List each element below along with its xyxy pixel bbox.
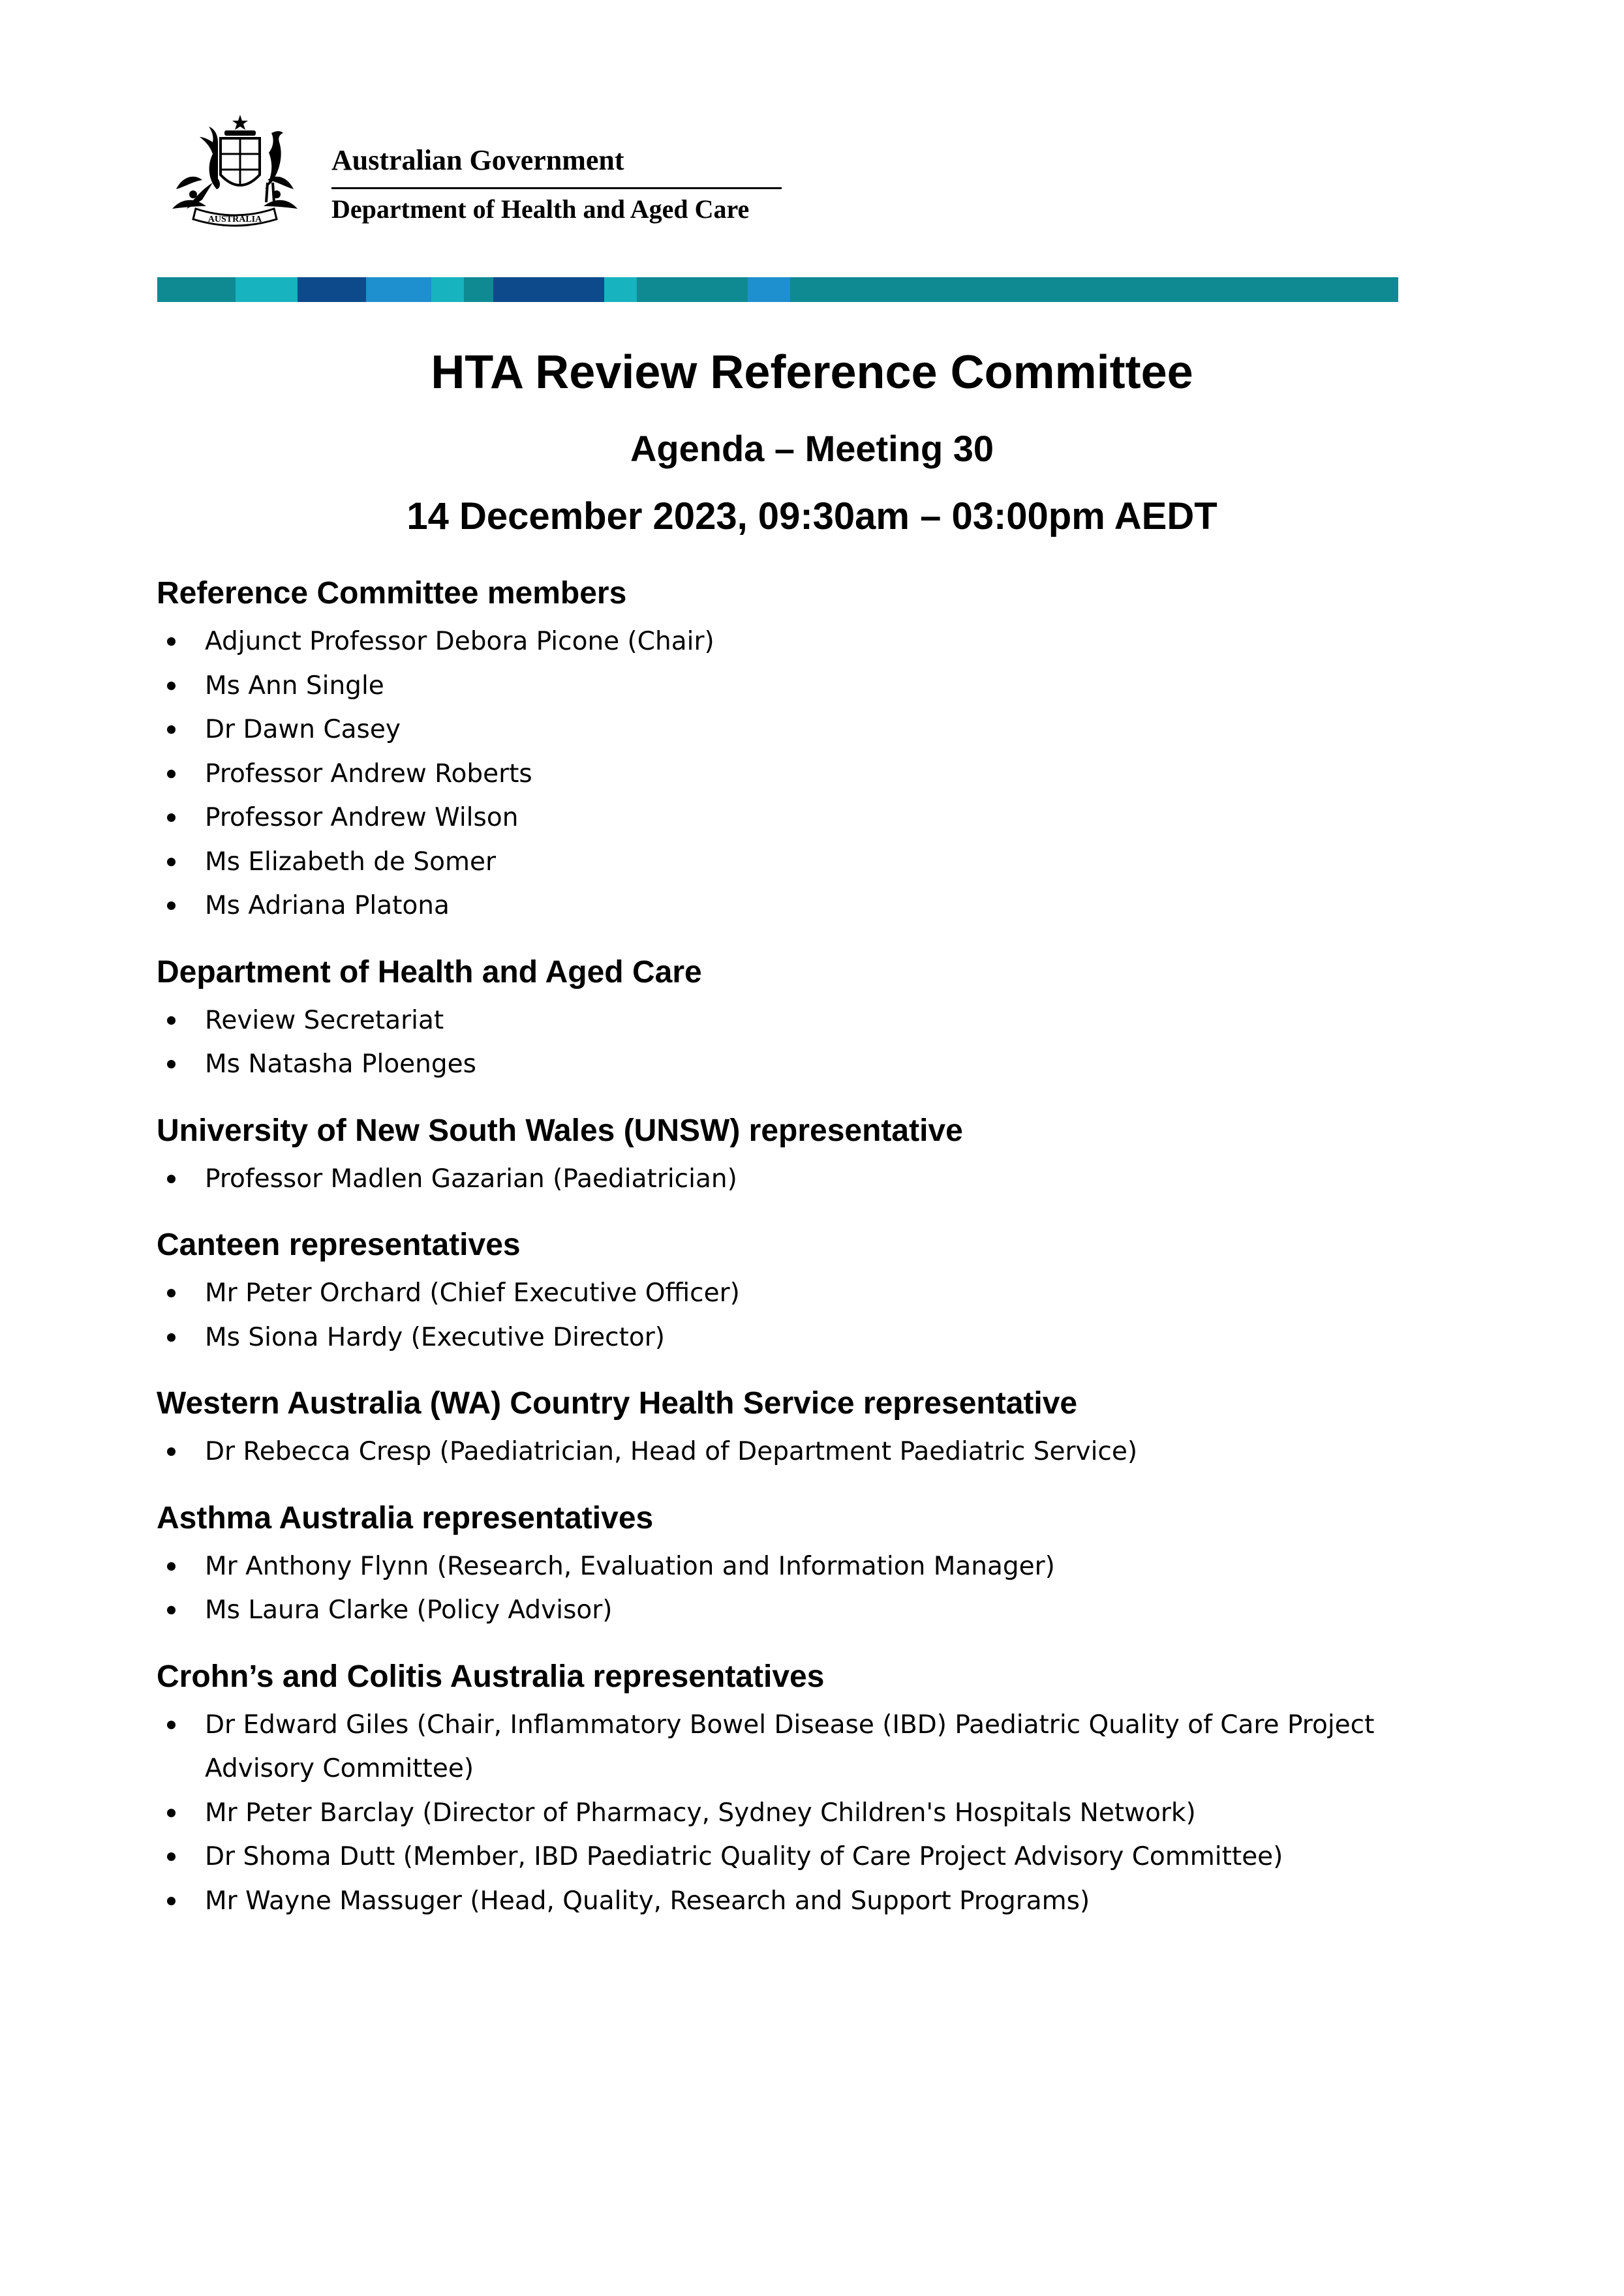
attendee-name: Ms Natasha Ploenges bbox=[205, 1050, 476, 1079]
list-item bbox=[157, 1157, 1462, 1201]
list-item bbox=[157, 999, 1462, 1043]
bullet-icon bbox=[167, 1333, 176, 1342]
list-item bbox=[157, 620, 1462, 664]
list-item bbox=[157, 1791, 1462, 1835]
bullet-icon bbox=[167, 1016, 176, 1025]
attendee-name: Mr Peter Orchard (Chief Executive Officer) bbox=[205, 1278, 740, 1308]
attendee-name: Mr Anthony Flynn (Research, Evaluation and Information Manager) bbox=[205, 1551, 1055, 1581]
attendee-section bbox=[157, 1657, 1462, 1924]
section-heading: University of New South Wales (UNSW) representative bbox=[157, 1113, 963, 1148]
attendee-name: Review Secretariat bbox=[205, 1005, 444, 1035]
attendee-section bbox=[157, 953, 1462, 1087]
attendee-section bbox=[157, 574, 1462, 928]
logo-divider bbox=[331, 187, 782, 189]
bullet-icon bbox=[167, 725, 176, 734]
attendee-name: Adjunct Professor Debora Picone (Chair) bbox=[205, 627, 714, 656]
bullet-icon bbox=[167, 1606, 176, 1614]
list-item bbox=[157, 1879, 1462, 1924]
bullet-icon bbox=[167, 682, 176, 690]
band-segment bbox=[748, 277, 790, 302]
bullet-icon bbox=[167, 901, 176, 910]
section-heading: Reference Committee members bbox=[157, 576, 627, 611]
band-segment bbox=[236, 277, 298, 302]
list-item bbox=[157, 664, 1462, 708]
band-segment bbox=[366, 277, 431, 302]
section-heading: Western Australia (WA) Country Health Service representative bbox=[157, 1386, 1078, 1421]
attendee-list bbox=[157, 1430, 1462, 1474]
attendee-section bbox=[157, 1111, 1462, 1201]
list-item bbox=[157, 796, 1462, 840]
bullet-icon bbox=[167, 1060, 176, 1068]
band-segment bbox=[464, 277, 493, 302]
section-heading: Asthma Australia representatives bbox=[157, 1500, 654, 1535]
section-heading: Crohn’s and Colitis Australia representatives bbox=[157, 1659, 825, 1694]
attendee-name: Ms Laura Clarke (Policy Advisor) bbox=[205, 1595, 613, 1625]
attendee-list bbox=[157, 1157, 1462, 1201]
attendee-name: Dr Rebecca Cresp (Paediatrician, Head of Department Paediatric Service) bbox=[205, 1437, 1138, 1466]
page-title: HTA Review Reference Committee bbox=[431, 346, 1193, 399]
attendee-name: Mr Peter Barclay (Director of Pharmacy, Sydney Children's Hospitals Network) bbox=[205, 1798, 1196, 1828]
attendee-list bbox=[157, 1271, 1462, 1359]
band-segment bbox=[298, 277, 366, 302]
attendee-name: Dr Dawn Casey bbox=[205, 715, 401, 744]
coat-of-arms-icon bbox=[157, 111, 313, 235]
list-item bbox=[157, 708, 1462, 752]
bullet-icon bbox=[167, 813, 176, 822]
band-segment bbox=[431, 277, 464, 302]
bullet-icon bbox=[167, 1562, 176, 1571]
band-segment bbox=[157, 277, 236, 302]
bullet-icon bbox=[167, 770, 176, 778]
bullet-icon bbox=[167, 1721, 176, 1729]
crest-motto: AUSTRALIA bbox=[207, 215, 262, 224]
attendee-list bbox=[157, 1545, 1462, 1633]
list-item bbox=[157, 1271, 1462, 1316]
list-item bbox=[157, 1430, 1462, 1474]
meeting-subtitle: Agenda – Meeting 30 bbox=[630, 428, 994, 469]
band-segment bbox=[790, 277, 1398, 302]
attendee-section bbox=[157, 1226, 1462, 1359]
decorative-color-band bbox=[157, 277, 1398, 302]
list-item bbox=[157, 884, 1462, 928]
bullet-icon bbox=[167, 858, 176, 866]
attendee-name: Dr Shoma Dutt (Member, IBD Paediatric Quality of Care Project Advisory Committee) bbox=[205, 1842, 1283, 1871]
bullet-icon bbox=[167, 1447, 176, 1456]
bullet-icon bbox=[167, 1809, 176, 1817]
list-item bbox=[157, 840, 1462, 884]
attendee-name: Ms Elizabeth de Somer bbox=[205, 847, 496, 877]
attendee-list bbox=[157, 999, 1462, 1087]
band-segment bbox=[604, 277, 637, 302]
attendee-name: Mr Wayne Massuger (Head, Quality, Research and Support Programs) bbox=[205, 1886, 1090, 1916]
government-logo bbox=[157, 111, 783, 235]
attendee-name: Ms Siona Hardy (Executive Director) bbox=[205, 1322, 666, 1352]
attendee-name: Professor Andrew Roberts bbox=[205, 759, 532, 789]
bullet-icon bbox=[167, 1897, 176, 1905]
government-name: Australian Government bbox=[331, 144, 624, 176]
attendee-name: Dr Edward Giles (Chair, Inflammatory Bowel Disease (IBD) Paediatric Quality of Care Project Advisory Committee) bbox=[205, 1710, 1375, 1783]
meeting-datetime: 14 December 2023, 09:30am – 03:00pm AEDT bbox=[406, 495, 1218, 537]
attendee-section bbox=[157, 1384, 1462, 1474]
attendee-sections bbox=[157, 574, 1462, 1948]
department-name: Department of Health and Aged Care bbox=[331, 194, 750, 224]
list-item bbox=[157, 1042, 1462, 1087]
band-segment bbox=[493, 277, 604, 302]
band-segment bbox=[637, 277, 748, 302]
list-item bbox=[157, 1703, 1462, 1791]
list-item bbox=[157, 1835, 1462, 1879]
attendee-list bbox=[157, 620, 1462, 928]
bullet-icon bbox=[167, 1175, 176, 1183]
section-heading: Department of Health and Aged Care bbox=[157, 954, 702, 989]
section-heading: Canteen representatives bbox=[157, 1228, 521, 1262]
bullet-icon bbox=[167, 637, 176, 646]
attendee-list bbox=[157, 1703, 1462, 1924]
attendee-name: Ms Ann Single bbox=[205, 671, 384, 701]
attendee-name: Professor Madlen Gazarian (Paediatrician) bbox=[205, 1164, 737, 1194]
list-item bbox=[157, 752, 1462, 796]
bullet-icon bbox=[167, 1289, 176, 1297]
list-item bbox=[157, 1316, 1462, 1360]
list-item bbox=[157, 1588, 1462, 1633]
attendee-section bbox=[157, 1499, 1462, 1633]
bullet-icon bbox=[167, 1852, 176, 1861]
list-item bbox=[157, 1545, 1462, 1589]
attendee-name: Ms Adriana Platona bbox=[205, 891, 450, 920]
attendee-name: Professor Andrew Wilson bbox=[205, 803, 519, 832]
